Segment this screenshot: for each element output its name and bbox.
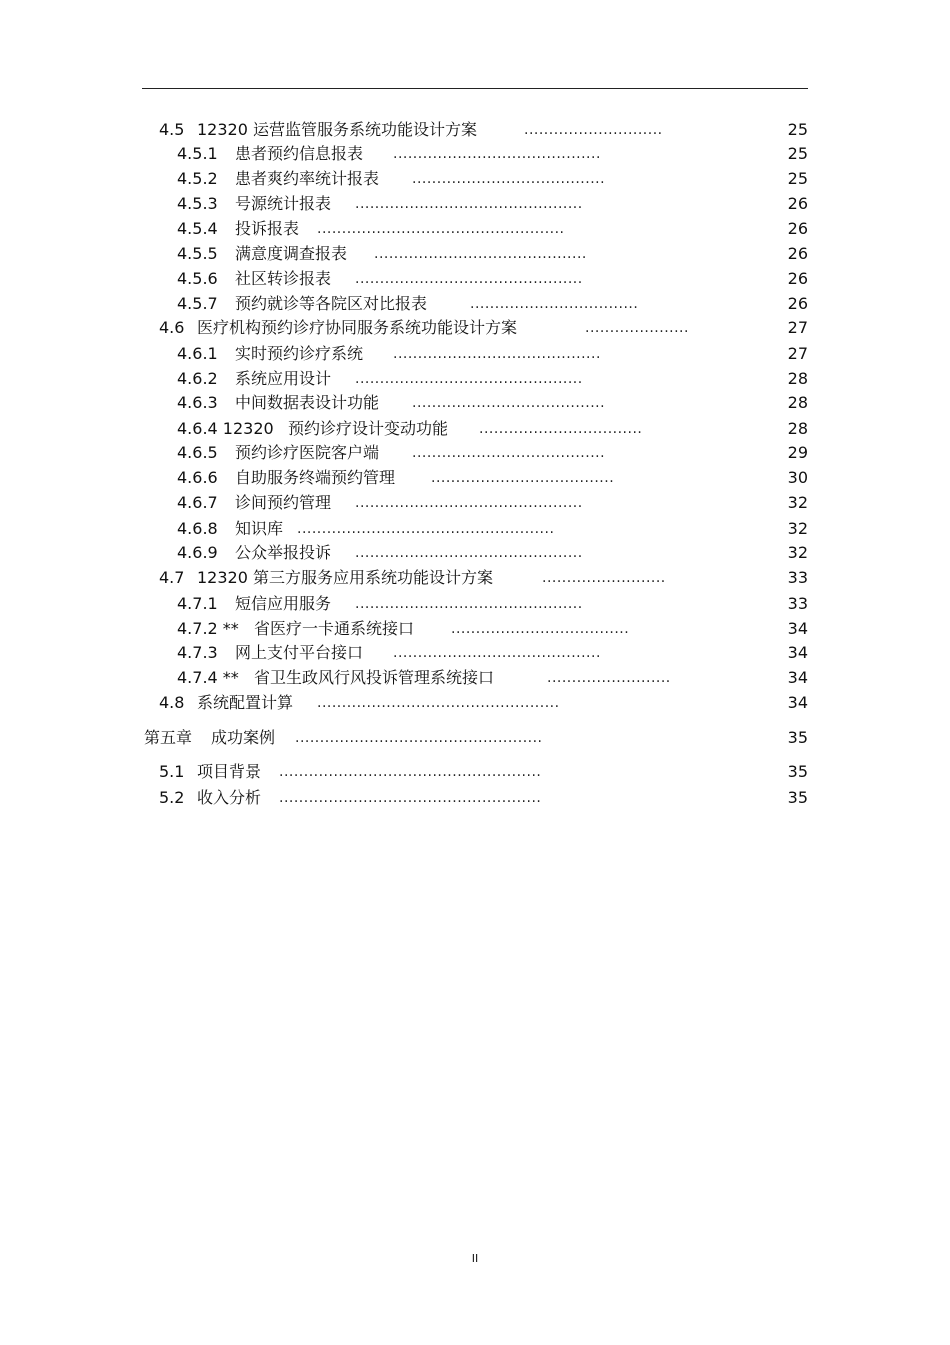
toc-entry[interactable] <box>159 118 808 142</box>
toc-entry-title: 成功案例 <box>211 728 276 747</box>
toc-entry-page: 25 <box>787 169 808 188</box>
toc-entry-title: 社区转诊报表 <box>235 269 332 288</box>
toc-entry-page: 28 <box>787 393 808 412</box>
toc-entry-page: 33 <box>787 594 808 613</box>
toc-entry-title: 医疗机构预约诊疗协同服务系统功能设计方案 <box>197 318 518 337</box>
toc-entry-title: 实时预约诊疗系统 <box>235 344 364 363</box>
toc-entry[interactable] <box>177 391 808 415</box>
toc-entry-page: 34 <box>787 668 808 687</box>
toc-entry[interactable] <box>177 517 808 541</box>
toc-entry[interactable] <box>159 760 808 784</box>
toc-entry-title: 诊间预约管理 <box>235 493 332 512</box>
toc-leader-dots: .............................................. <box>355 271 583 287</box>
toc-entry-number: 4.7.1 <box>177 594 218 613</box>
toc-entry-title: 12320 运营监管服务系统功能设计方案 <box>197 120 477 139</box>
toc-entry-title: 预约诊疗设计变动功能 <box>288 419 449 438</box>
toc-entry[interactable] <box>177 292 808 316</box>
toc-entry-page: 26 <box>787 219 808 238</box>
toc-entry-number: 4.6.8 <box>177 519 218 538</box>
toc-entry[interactable] <box>177 541 808 565</box>
toc-leader-dots: ....................................... <box>412 171 606 187</box>
toc-entry-title: 患者爽约率统计报表 <box>235 169 380 188</box>
toc-entry-number: 4.7 <box>159 568 185 587</box>
toc-entry-number: 4.5 <box>159 120 185 139</box>
toc-entry-number: 4.6.7 <box>177 493 218 512</box>
toc-entry-page: 32 <box>787 543 808 562</box>
toc-entry[interactable] <box>177 192 808 216</box>
toc-entry-title: 短信应用服务 <box>235 594 332 613</box>
toc-entry-page: 35 <box>787 762 808 781</box>
toc-entry-number: 4.5.3 <box>177 194 218 213</box>
toc-entry-number: 4.7.3 <box>177 643 218 662</box>
toc-entry-page: 34 <box>787 643 808 662</box>
toc-entry-page: 27 <box>787 318 808 337</box>
toc-entry-number: 4.7.2 ** <box>177 619 239 638</box>
toc-entry-page: 27 <box>787 344 808 363</box>
toc-leader-dots: ..................................................... <box>279 790 542 806</box>
toc-entry-number: 4.6.1 <box>177 344 218 363</box>
footer-page-number: II <box>471 1252 479 1265</box>
toc-entry-chapter[interactable] <box>144 726 808 750</box>
toc-entry[interactable] <box>177 367 808 391</box>
toc-entry-number: 4.7.4 ** <box>177 668 239 687</box>
toc-entry-number: 5.1 <box>159 762 185 781</box>
toc-entry-number: 4.5.2 <box>177 169 218 188</box>
toc-leader-dots: ..................... <box>585 320 689 336</box>
toc-entry-page: 34 <box>787 693 808 712</box>
toc-entry-title: 系统配置计算 <box>197 693 294 712</box>
toc-entry-page: 35 <box>787 788 808 807</box>
toc-leader-dots: ................................................. <box>317 695 560 711</box>
toc-entry-title: 患者预约信息报表 <box>235 144 364 163</box>
toc-entry-number: 4.5.5 <box>177 244 218 263</box>
toc-entry[interactable] <box>159 316 808 340</box>
toc-entry[interactable] <box>177 242 808 266</box>
toc-entry[interactable] <box>177 592 808 616</box>
toc-entry[interactable] <box>177 167 808 191</box>
toc-leader-dots: ....................................... <box>412 445 606 461</box>
toc-leader-dots: .............................................. <box>355 371 583 387</box>
toc-entry-number: 4.6.9 <box>177 543 218 562</box>
toc-entry-page: 26 <box>787 194 808 213</box>
toc-leader-dots: .......................................... <box>393 346 601 362</box>
toc-entry[interactable] <box>159 786 808 810</box>
toc-entry-page: 25 <box>787 120 808 139</box>
toc-entry-page: 33 <box>787 568 808 587</box>
toc-entry-title: 收入分析 <box>197 788 262 807</box>
toc-entry-page: 26 <box>787 244 808 263</box>
toc-entry[interactable] <box>177 267 808 291</box>
toc-entry-title: 公众举报投诉 <box>235 543 332 562</box>
toc-leader-dots: .............................................. <box>355 196 583 212</box>
toc-entry-title: 省医疗一卡通系统接口 <box>254 619 415 638</box>
toc-entry[interactable] <box>177 617 808 641</box>
toc-entry-title: 投诉报表 <box>235 219 300 238</box>
toc-entry-title: 系统应用设计 <box>235 369 332 388</box>
toc-entry-title: 号源统计报表 <box>235 194 332 213</box>
toc-leader-dots: ..................................... <box>431 470 615 486</box>
toc-entry-number: 4.6.3 <box>177 393 218 412</box>
toc-leader-dots: ........................................... <box>374 246 587 262</box>
toc-leader-dots: .................................................... <box>297 521 555 537</box>
toc-entry[interactable] <box>177 342 808 366</box>
toc-leader-dots: .............................................. <box>355 545 583 561</box>
toc-leader-dots: ................................. <box>479 421 643 437</box>
toc-entry-page: 26 <box>787 294 808 313</box>
toc-entry-number: 4.8 <box>159 693 185 712</box>
toc-entry-page: 32 <box>787 519 808 538</box>
toc-leader-dots: .............................................. <box>355 495 583 511</box>
toc-entry-number: 4.5.7 <box>177 294 218 313</box>
toc-entry-page: 25 <box>787 144 808 163</box>
toc-entry-page: 35 <box>787 728 808 747</box>
toc-entry-title: 12320 第三方服务应用系统功能设计方案 <box>197 568 493 587</box>
toc-leader-dots: .................................... <box>451 621 630 637</box>
toc-entry[interactable] <box>159 691 808 715</box>
toc-leader-dots: ....................................... <box>412 395 606 411</box>
toc-entry[interactable] <box>177 641 808 665</box>
toc-entry-number: 4.5.1 <box>177 144 218 163</box>
toc-entry-title: 中间数据表设计功能 <box>235 393 380 412</box>
toc-entry-title: 省卫生政风行风投诉管理系统接口 <box>254 668 495 687</box>
toc-leader-dots: ......................... <box>542 570 666 586</box>
toc-entry-title: 自助服务终端预约管理 <box>235 468 396 487</box>
toc-entry[interactable] <box>177 417 808 441</box>
toc-entry[interactable] <box>177 466 808 490</box>
toc-leader-dots: .................................. <box>470 296 639 312</box>
toc-entry-number: 第五章 <box>144 728 193 747</box>
toc-entry-title: 预约诊疗医院客户端 <box>235 443 380 462</box>
toc-leader-dots: ............................ <box>524 122 663 138</box>
toc-entry[interactable] <box>177 217 808 241</box>
toc-entry-number: 4.6.4 12320 <box>177 419 274 438</box>
toc-entry-number: 4.6.2 <box>177 369 218 388</box>
toc-entry[interactable] <box>177 142 808 166</box>
toc-leader-dots: ......................... <box>547 670 671 686</box>
toc-entry-page: 29 <box>787 443 808 462</box>
toc-entry-page: 30 <box>787 468 808 487</box>
toc-entry-number: 4.6.5 <box>177 443 218 462</box>
toc-entry-number: 5.2 <box>159 788 185 807</box>
toc-entry-number: 4.6.6 <box>177 468 218 487</box>
toc-entry-page: 28 <box>787 369 808 388</box>
toc-leader-dots: ..................................................... <box>279 764 542 780</box>
toc-entry-page: 32 <box>787 493 808 512</box>
toc-leader-dots: .......................................... <box>393 146 601 162</box>
toc-entry-number: 4.6 <box>159 318 185 337</box>
toc-entry-title: 网上支付平台接口 <box>235 643 364 662</box>
toc-entry-page: 34 <box>787 619 808 638</box>
toc-entry-number: 4.5.6 <box>177 269 218 288</box>
toc-entry-title: 满意度调查报表 <box>235 244 348 263</box>
toc-leader-dots: .................................................. <box>295 730 543 746</box>
toc-entry-title: 项目背景 <box>197 762 262 781</box>
toc-entry-title: 知识库 <box>235 519 284 538</box>
toc-entry-page: 26 <box>787 269 808 288</box>
toc-entry-page: 28 <box>787 419 808 438</box>
toc-entry[interactable] <box>177 441 808 465</box>
toc-entry[interactable] <box>177 491 808 515</box>
toc-leader-dots: .............................................. <box>355 596 583 612</box>
toc-leader-dots: .................................................. <box>317 221 565 237</box>
toc-entry-title: 预约就诊等各院区对比报表 <box>235 294 428 313</box>
toc-entry-number: 4.5.4 <box>177 219 218 238</box>
toc-entry[interactable] <box>159 566 808 590</box>
toc-leader-dots: .......................................... <box>393 645 601 661</box>
toc-entry[interactable] <box>177 666 808 690</box>
